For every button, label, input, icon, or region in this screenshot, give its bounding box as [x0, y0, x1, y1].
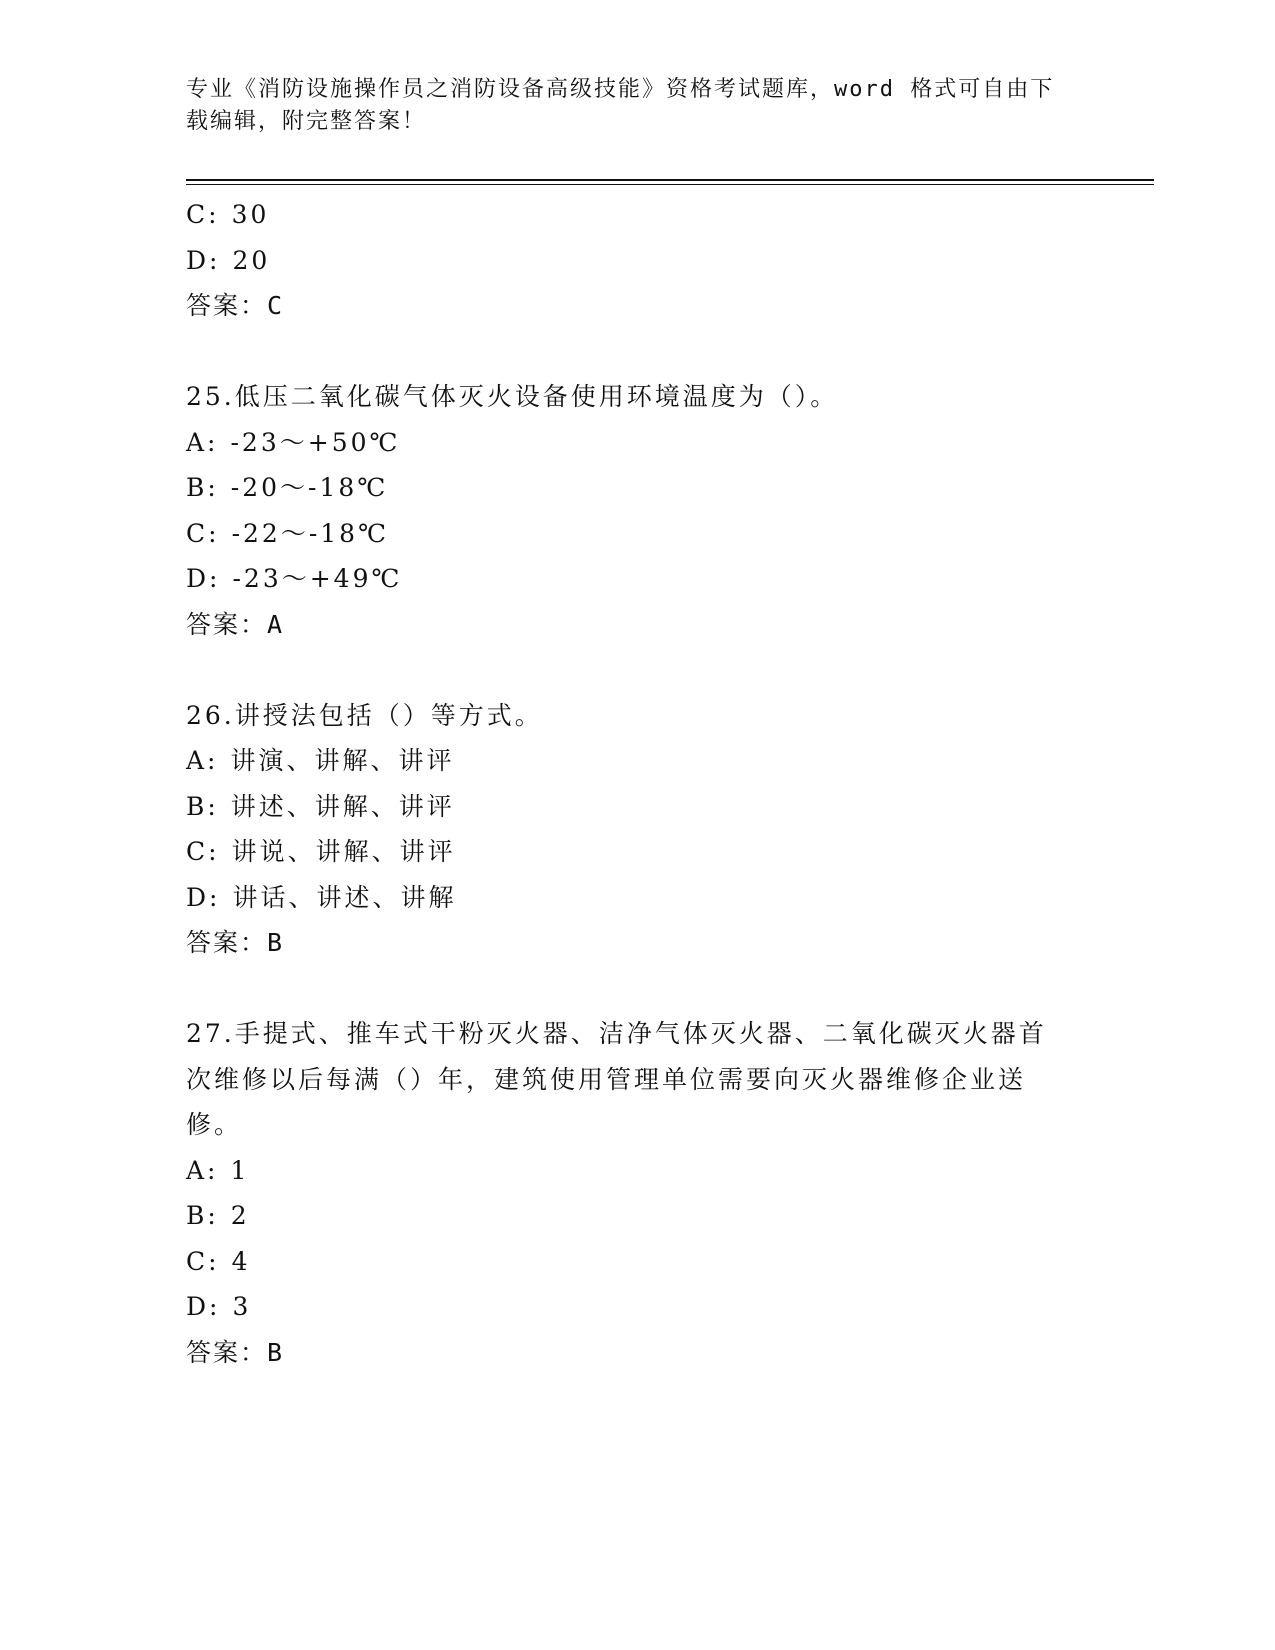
- question-stem-line-3: 修。: [186, 1110, 243, 1139]
- option-text: 讲话、讲述、讲解: [232, 882, 457, 912]
- header-rule-thin: [186, 184, 1154, 185]
- option-d: [186, 875, 1086, 921]
- option-d: [186, 238, 1086, 284]
- option-label: C:: [186, 200, 220, 229]
- option-label: C:: [186, 1246, 220, 1276]
- answer: 答案：B: [186, 1337, 285, 1367]
- spacer: [186, 647, 1086, 693]
- option-a: [186, 1148, 1086, 1194]
- question-stem-line-2: 次维修以后每满（）年，建筑使用管理单位需要向灭火器维修企业送: [186, 1064, 1027, 1094]
- option-text: 讲说、讲解、讲评: [231, 837, 456, 866]
- option-text: -23～+50℃: [230, 427, 401, 457]
- option-label: D:: [186, 245, 221, 275]
- question-27: [186, 1011, 1086, 1375]
- option-c: [186, 192, 1086, 238]
- header-line-1: 专业《消防设施操作员之消防设备高级技能》资格考试题库，word 格式可自由下: [186, 77, 1055, 102]
- option-label: B:: [186, 1201, 219, 1230]
- answer: 答案：B: [186, 928, 285, 957]
- option-label: C:: [186, 518, 220, 548]
- option-label: D:: [186, 882, 221, 912]
- option-b: [186, 784, 1086, 830]
- header-rule-thick: [186, 179, 1154, 181]
- option-c: [186, 829, 1086, 875]
- option-a: [186, 420, 1086, 466]
- option-text: 4: [231, 1246, 251, 1276]
- option-a: [186, 738, 1086, 784]
- option-label: B:: [186, 791, 219, 821]
- option-c: [186, 511, 1086, 557]
- option-label: B:: [186, 473, 219, 502]
- option-label: A:: [186, 746, 219, 775]
- question-26: [186, 693, 1086, 966]
- question-stem: 25.低压二氧化碳气体灭火设备使用环境温度为（）。: [186, 382, 839, 411]
- option-text: 20: [232, 245, 271, 275]
- spacer: [186, 329, 1086, 375]
- option-text: 1: [230, 1155, 250, 1185]
- question-list: [186, 192, 1086, 1375]
- question-stem: 26.讲授法包括（）等方式。: [186, 700, 543, 730]
- option-label: A:: [186, 1155, 219, 1185]
- option-text: 30: [231, 200, 270, 229]
- option-label: A:: [186, 427, 219, 457]
- option-text: -20～-18℃: [230, 473, 389, 502]
- option-label: D:: [186, 1292, 221, 1321]
- option-d: [186, 1284, 1086, 1330]
- option-text: 3: [232, 1292, 252, 1321]
- option-text: 讲演、讲解、讲评: [230, 746, 455, 775]
- option-text: -23～+49℃: [232, 564, 403, 593]
- option-label: C:: [186, 837, 220, 866]
- header-line-2: 载编辑，附完整答案！: [186, 109, 427, 134]
- option-d: [186, 556, 1086, 602]
- option-b: [186, 465, 1086, 511]
- option-text: 2: [230, 1201, 250, 1230]
- answer: 答案：A: [186, 609, 285, 639]
- option-text: -22～-18℃: [231, 518, 390, 548]
- option-label: D:: [186, 564, 221, 593]
- question-25: [186, 374, 1086, 647]
- option-c: [186, 1239, 1086, 1285]
- option-b: [186, 1193, 1086, 1239]
- question-24: [186, 192, 1086, 329]
- answer: 答案：C: [186, 291, 285, 320]
- option-text: 讲述、讲解、讲评: [230, 791, 455, 821]
- question-stem-line-1: 27.手提式、推车式干粉灭火器、洁净气体灭火器、二氧化碳灭火器首: [186, 1019, 1047, 1048]
- document-header: [186, 74, 1086, 138]
- spacer: [186, 966, 1086, 1012]
